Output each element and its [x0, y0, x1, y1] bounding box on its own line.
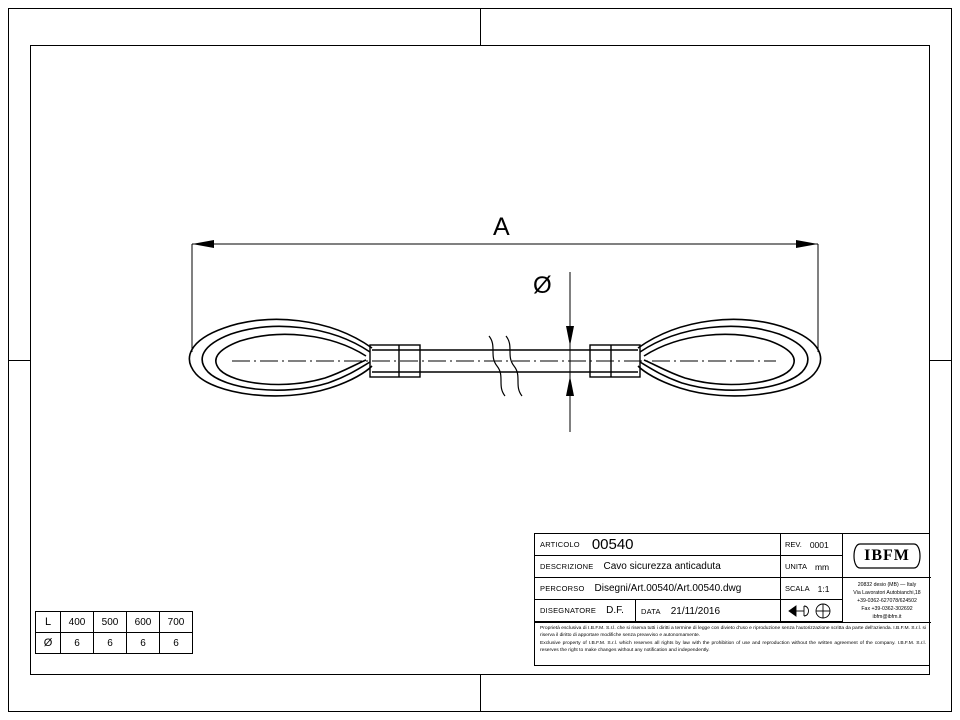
address-line: ibfm@ibfm.it: [872, 614, 902, 621]
percorso-row: [535, 578, 780, 600]
data-cell: [635, 600, 781, 622]
disegnatore-value: D.F.: [606, 605, 624, 616]
address-line: +39-0362-627078/624502: [857, 598, 917, 605]
rev-label: REV.: [785, 540, 802, 549]
scala-label: SCALA: [785, 584, 810, 593]
articolo-label: ARTICOLO: [540, 540, 580, 549]
percorso-value: Disegni/Art.00540/Art.00540.dwg: [594, 583, 742, 594]
spec-cell: 500: [94, 612, 127, 633]
table-row: [36, 612, 193, 633]
spec-table: [35, 611, 193, 654]
legal-notice-english: Exclusive property of I.B.F.M. S.r.l. which reserves all rights by law with the prohibition of use and reproduction without the written agreement of the company. I.B.F.M. S.r.l. reserves the right to make changes without any notification and independently.: [540, 641, 926, 654]
address-line: 20832 desio (MB) — Italy: [857, 582, 917, 588]
title-block-divider: [535, 622, 931, 623]
scala-value: 1:1: [817, 583, 830, 594]
spec-cell: 6: [127, 633, 160, 654]
descrizione-label: DESCRIZIONE: [540, 562, 594, 571]
spec-cell: 600: [127, 612, 160, 633]
articolo-value: 00540: [591, 536, 634, 553]
percorso-label: PERCORSO: [540, 584, 585, 593]
spec-cell: 6: [61, 633, 94, 654]
spec-row-header: L: [36, 612, 61, 633]
spec-cell: 400: [61, 612, 94, 633]
rev-value: 0001: [809, 539, 829, 550]
company-logo-text: IBFM: [864, 546, 910, 564]
unita-value: mm: [814, 561, 830, 572]
title-block: [534, 533, 930, 666]
center-tick-bottom: [480, 675, 481, 712]
descrizione-value: Cavo sicurezza anticaduta: [603, 561, 721, 572]
unita-row: [781, 556, 842, 578]
center-tick-top: [480, 8, 481, 45]
projection-symbol-icon: [785, 600, 839, 622]
data-value: 21/11/2016: [670, 605, 721, 617]
spec-cell: 700: [160, 612, 193, 633]
center-tick-right: [930, 360, 952, 361]
center-tick-left: [8, 360, 30, 361]
scala-row: [781, 578, 842, 600]
address-line: Fax +39-0362-302692: [861, 606, 913, 613]
legal-notice: [535, 622, 931, 667]
company-logo: [843, 534, 931, 578]
disegnatore-label: DISEGNATORE: [540, 606, 597, 615]
spec-cell: 6: [160, 633, 193, 654]
spec-cell: 6: [94, 633, 127, 654]
data-label: DATA: [641, 606, 661, 616]
company-address: [843, 578, 931, 622]
table-row: [36, 633, 193, 654]
rev-row: [781, 534, 842, 556]
dimension-a-label: A: [493, 213, 511, 241]
unita-label: UNITA: [785, 562, 807, 571]
legal-notice-italian: Proprietà esclusiva di I.B.F.M. S.r.l. che si riserva tutti i diritti a termine di legge con divieto d'uso e riproduzione senza l'autorizzazione scritta da parte dell'azienda. I.B.F.M. S.r.l. si riserva il diritto di apportare modifiche senza preavviso e autonomamente.: [540, 626, 926, 638]
spec-row-header: Ø: [36, 633, 61, 654]
articolo-row: [535, 534, 780, 556]
descrizione-row: [535, 556, 780, 578]
address-line: Via Lavoratori Autobianchi,18: [853, 590, 921, 597]
dimension-diameter-label: Ø: [533, 272, 553, 299]
